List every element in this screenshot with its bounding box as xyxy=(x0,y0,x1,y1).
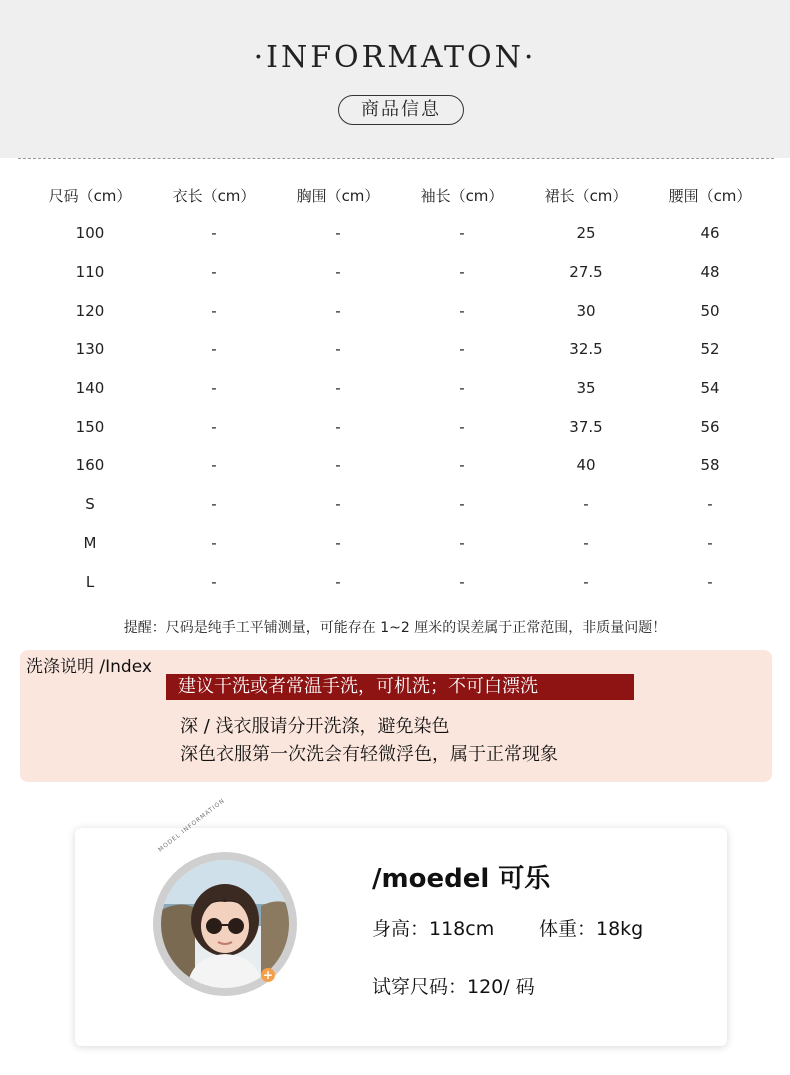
table-cell: 140 xyxy=(75,379,105,398)
avatar-caption: MODEL INFORMATION xyxy=(157,797,227,854)
table-cell: - xyxy=(335,572,341,591)
page-title: ·INFORMATON· xyxy=(253,40,537,75)
table-cell: - xyxy=(335,379,341,398)
table-cell: 27.5 xyxy=(569,263,603,282)
table-cell: - xyxy=(707,533,713,552)
model-weight: 体重：18kg xyxy=(539,918,644,940)
table-cell: 35 xyxy=(576,379,596,398)
table-cell: 40 xyxy=(576,456,596,475)
wash-instruction-line: 深 / 浅衣服请分开洗涤，避免染色 xyxy=(180,716,450,737)
table-row xyxy=(28,253,772,292)
table-cell: - xyxy=(335,340,341,359)
table-cell: - xyxy=(459,495,465,514)
table-row xyxy=(28,446,772,485)
model-info-card xyxy=(75,797,727,1046)
table-row xyxy=(28,485,772,524)
wash-highlight-banner: 建议干洗或者常温手洗，可机洗；不可白漂洗 xyxy=(166,674,634,700)
table-row xyxy=(28,562,772,601)
model-height: 身高：118cm xyxy=(372,918,495,940)
table-cell: - xyxy=(335,495,341,514)
table-row xyxy=(28,407,772,446)
measurement-tip: 提醒：尺码是纯手工平铺测量，可能存在 1~2 厘米的误差属于正常范围，非质量问题！ xyxy=(123,620,667,636)
table-cell: 110 xyxy=(75,263,105,282)
table-cell: - xyxy=(583,533,589,552)
header-banner xyxy=(0,0,790,158)
table-cell: 48 xyxy=(700,263,720,282)
table-cell: 25 xyxy=(576,224,596,243)
size-table-header-row xyxy=(28,176,772,214)
table-cell: - xyxy=(707,495,713,514)
table-cell: 120 xyxy=(75,301,105,320)
table-cell: - xyxy=(211,340,217,359)
table-row xyxy=(28,214,772,253)
column-header: 尺码（cm） xyxy=(48,186,132,205)
model-trial-size: 试穿尺码：120/ 码 xyxy=(372,976,535,998)
table-cell: - xyxy=(211,533,217,552)
table-cell: 50 xyxy=(700,301,720,320)
column-header: 袖长（cm） xyxy=(420,186,504,205)
table-cell: 100 xyxy=(75,224,105,243)
column-header: 裙长（cm） xyxy=(544,186,628,205)
table-cell: - xyxy=(707,572,713,591)
table-cell: - xyxy=(459,379,465,398)
table-cell: - xyxy=(459,533,465,552)
table-cell: - xyxy=(459,263,465,282)
table-cell: 46 xyxy=(700,224,720,243)
table-cell: - xyxy=(211,224,217,243)
table-cell: 58 xyxy=(700,456,720,475)
table-cell: M xyxy=(83,533,97,552)
size-table xyxy=(28,176,772,601)
table-row xyxy=(28,330,772,369)
table-row xyxy=(28,524,772,563)
table-cell: L xyxy=(85,572,95,591)
table-cell: - xyxy=(211,301,217,320)
table-cell: - xyxy=(459,224,465,243)
table-cell: - xyxy=(335,263,341,282)
table-cell: 56 xyxy=(700,417,720,436)
table-cell: - xyxy=(211,263,217,282)
table-cell: - xyxy=(335,301,341,320)
section-subtitle-badge: 商品信息 xyxy=(338,95,464,125)
plus-icon: + xyxy=(262,968,274,982)
column-header: 腰围（cm） xyxy=(668,186,752,205)
table-cell: - xyxy=(583,572,589,591)
table-cell: 150 xyxy=(75,417,105,436)
table-row xyxy=(28,369,772,408)
table-cell: - xyxy=(211,379,217,398)
table-cell: 130 xyxy=(75,340,105,359)
table-cell: - xyxy=(335,456,341,475)
table-cell: - xyxy=(335,224,341,243)
table-cell: - xyxy=(459,340,465,359)
table-cell: 160 xyxy=(75,456,105,475)
wash-title: 洗涤说明 /Index xyxy=(26,657,152,677)
table-cell: - xyxy=(459,301,465,320)
table-cell: 30 xyxy=(576,301,596,320)
table-cell: - xyxy=(459,572,465,591)
table-cell: - xyxy=(335,533,341,552)
table-row xyxy=(28,291,772,330)
model-name: /moedel 可乐 xyxy=(372,864,551,894)
table-cell: S xyxy=(85,495,95,514)
table-cell: - xyxy=(211,456,217,475)
table-cell: 54 xyxy=(700,379,720,398)
wash-instructions-panel xyxy=(20,650,772,782)
table-cell: - xyxy=(459,417,465,436)
table-cell: - xyxy=(211,495,217,514)
table-cell: - xyxy=(211,572,217,591)
dashed-divider xyxy=(18,158,774,159)
column-header: 衣长（cm） xyxy=(172,186,256,205)
column-header: 胸围（cm） xyxy=(296,186,380,205)
table-cell: - xyxy=(583,495,589,514)
table-cell: - xyxy=(459,456,465,475)
table-cell: 52 xyxy=(700,340,720,359)
table-cell: 37.5 xyxy=(569,417,603,436)
table-cell: - xyxy=(335,417,341,436)
wash-instruction-line: 深色衣服第一次洗会有轻微浮色，属于正常现象 xyxy=(180,744,558,765)
table-cell: - xyxy=(211,417,217,436)
table-cell: 32.5 xyxy=(569,340,603,359)
